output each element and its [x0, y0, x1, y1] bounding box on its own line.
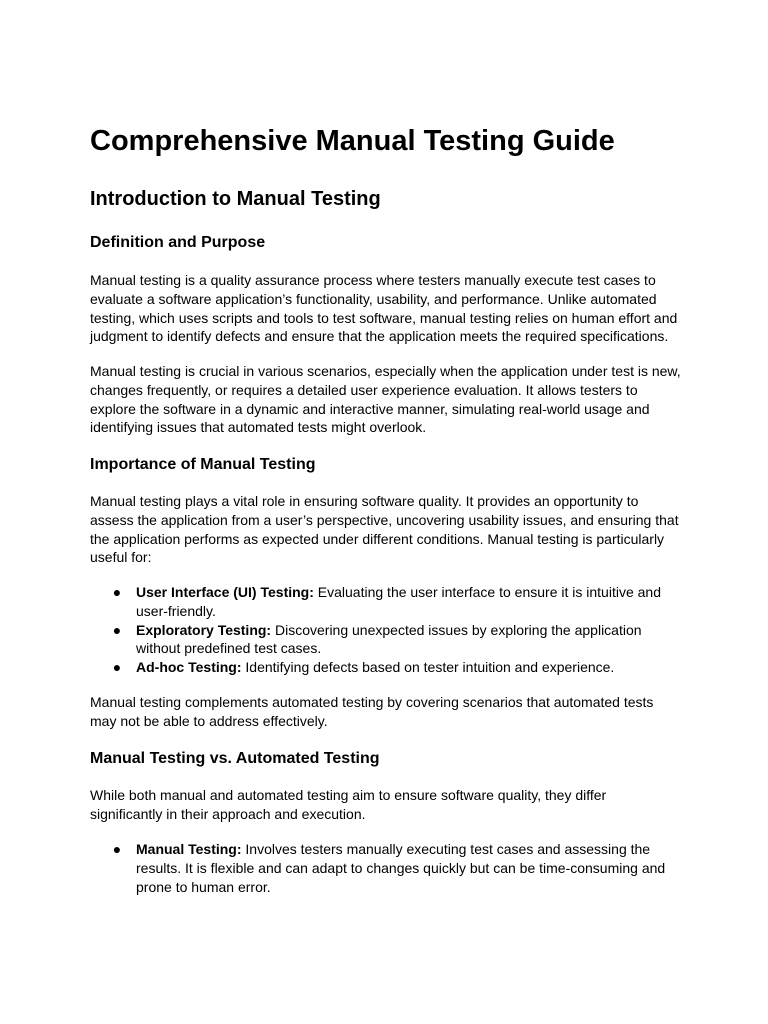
- paragraph-definition-1: Manual testing is a quality assurance process where testers manually execute test cases to evaluate a software application’s functionality, usability, and performance. Unlike automated testing, which uses scripts and tools to test software, manual testing relies on human effort and judgment to identify defects and ensure that the application meets the required specifications.: [90, 272, 678, 345]
- list-item-text: [136, 840, 682, 896]
- list-item: [90, 658, 682, 677]
- list-item-term: User Interface (UI) Testing:: [136, 584, 314, 600]
- list-item-term: Manual Testing:: [136, 841, 242, 857]
- list-item-description: Evaluating the user interface to ensure it is intuitive and user-friendly.: [136, 584, 661, 619]
- list-item-text: [136, 583, 682, 621]
- subheading-comparison: Manual Testing vs. Automated Testing: [90, 750, 380, 767]
- comparison-bullet-list: [90, 840, 682, 896]
- section-heading-introduction: Introduction to Manual Testing: [90, 188, 381, 210]
- list-item-description: Identifying defects based on tester intuition and experience.: [241, 659, 615, 675]
- list-item-text: [136, 621, 682, 659]
- paragraph-importance-2: Manual testing complements automated testing by covering scenarios that automated tests may not be able to address effectively.: [90, 694, 654, 729]
- list-item: [90, 840, 682, 896]
- bullet-icon: ●: [112, 584, 122, 600]
- list-item-description: Discovering unexpected issues by exploring the application without predefined test cases.: [136, 621, 642, 657]
- list-item-description: Involves testers manually executing test cases and assessing the results. It is flexible and can adapt to changes quickly but can be time-consuming and prone to human error.: [136, 841, 666, 895]
- list-item-term: Exploratory Testing:: [136, 621, 272, 638]
- subheading-definition: Definition and Purpose: [90, 234, 266, 251]
- list-item-term: Ad-hoc Testing:: [136, 659, 242, 675]
- list-item: [90, 621, 682, 659]
- paragraph-importance-1: Manual testing plays a vital role in ensuring software quality. It provides an opportunity to assess the application from a user’s perspective, uncovering usability issues, and ensuring that the application performs as expected under different conditions. Manual testing is particularly useful for:: [90, 493, 679, 566]
- bullet-icon: ●: [112, 659, 122, 675]
- paragraph-comparison-1: While both manual and automated testing aim to ensure software quality, they differ significantly in their approach and execution.: [90, 787, 607, 822]
- bullet-icon: ●: [112, 841, 122, 857]
- list-item-text: [136, 658, 682, 677]
- document-title: Comprehensive Manual Testing Guide: [90, 125, 615, 157]
- list-item: [90, 583, 682, 621]
- bullet-icon: ●: [112, 621, 122, 638]
- importance-bullet-list: [90, 583, 682, 677]
- subheading-importance: Importance of Manual Testing: [90, 456, 316, 473]
- paragraph-definition-2: Manual testing is crucial in various scenarios, especially when the application under test is new, changes frequently, or requires a detailed user experience evaluation. It allows testers to explore the software in a dynamic and interactive manner, simulating real-world usage and identifying issues that automated tests might overlook.: [90, 363, 681, 436]
